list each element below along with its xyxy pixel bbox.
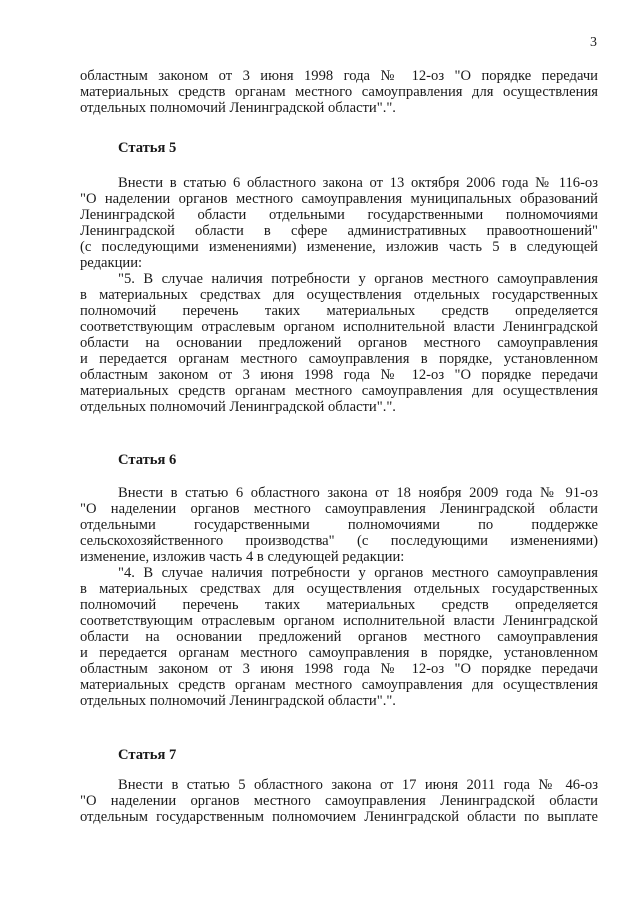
page-number: 3 <box>590 35 597 50</box>
text-line: отдельных полномочий Ленинградской области".". <box>80 399 396 415</box>
text-line: сельскохозяйственного производства" (с последующими изменениями) <box>80 533 598 549</box>
text-line: Внести в статью 6 областного закона от 13 октября 2006 года № 116-оз <box>118 175 598 191</box>
text-line: Внести в статью 5 областного закона от 17 июня 2011 года № 46-оз <box>118 777 598 793</box>
text-line: материальных средств органам местного самоуправления для осуществления <box>80 677 598 693</box>
text-line: области на основании предложений органов местного самоуправления <box>80 629 598 645</box>
article-6-heading: Статья 6 <box>118 452 177 468</box>
text-line: в материальных средствах для осуществления отдельных государственных <box>80 581 598 597</box>
text-line: отдельным государственным полномочием Ленинградской области по выплате <box>80 809 598 825</box>
text-line: отдельными государственными полномочиями по поддержке <box>80 517 598 533</box>
text-line: редакции: <box>80 255 143 271</box>
text-line: и передается органам местного самоуправления в порядке, установленном <box>80 645 598 661</box>
text-line: Ленинградской области отдельными государственными полномочиями <box>80 207 598 223</box>
text-line: в материальных средствах для осуществления отдельных государственных <box>80 287 598 303</box>
article-5-heading: Статья 5 <box>118 140 177 156</box>
text-line: полномочий перечень таких материальных средств определяется <box>80 303 598 319</box>
article-6-body <box>80 485 598 709</box>
text-line: областным законом от 3 июня 1998 года № 12-оз "О порядке передачи <box>80 68 598 84</box>
text-line: отдельных полномочий Ленинградской области".". <box>80 100 396 116</box>
text-line: соответствующим отраслевым органом исполнительной власти Ленинградской <box>80 613 598 629</box>
text-line: материальных средств органам местного самоуправления для осуществления <box>80 383 598 399</box>
text-line: (с последующими изменениями) изменение, изложив часть 5 в следующей <box>80 239 598 255</box>
article-5-body <box>80 175 598 415</box>
text-line: областным законом от 3 июня 1998 года № 12-оз "О порядке передачи <box>80 367 598 383</box>
text-line: полномочий перечень таких материальных средств определяется <box>80 597 598 613</box>
text-line: изменение, изложив часть 4 в следующей редакции: <box>80 549 405 565</box>
text-line: Ленинградской области в сфере административных правоотношений" <box>80 223 598 239</box>
text-line: "О наделении органов местного самоуправления муниципальных образований <box>80 191 598 207</box>
text-line: областным законом от 3 июня 1998 года № 12-оз "О порядке передачи <box>80 661 598 677</box>
article-7-body <box>80 777 598 825</box>
text-line: отдельных полномочий Ленинградской области".". <box>80 693 396 709</box>
text-line: "5. В случае наличия потребности у органов местного самоуправления <box>118 271 598 287</box>
text-line: области на основании предложений органов местного самоуправления <box>80 335 598 351</box>
text-line: "4. В случае наличия потребности у органов местного самоуправления <box>118 565 598 581</box>
text-line: материальных средств органам местного самоуправления для осуществления <box>80 84 598 100</box>
text-line: и передается органам местного самоуправления в порядке, установленном <box>80 351 598 367</box>
article-7-heading: Статья 7 <box>118 747 177 763</box>
intro-paragraph <box>80 68 598 116</box>
text-line: "О наделении органов местного самоуправления Ленинградской области <box>80 501 598 517</box>
text-line: соответствующим отраслевым органом исполнительной власти Ленинградской <box>80 319 598 335</box>
text-line: "О наделении органов местного самоуправления Ленинградской области <box>80 793 598 809</box>
text-line: Внести в статью 6 областного закона от 18 ноября 2009 года № 91-оз <box>118 485 598 501</box>
